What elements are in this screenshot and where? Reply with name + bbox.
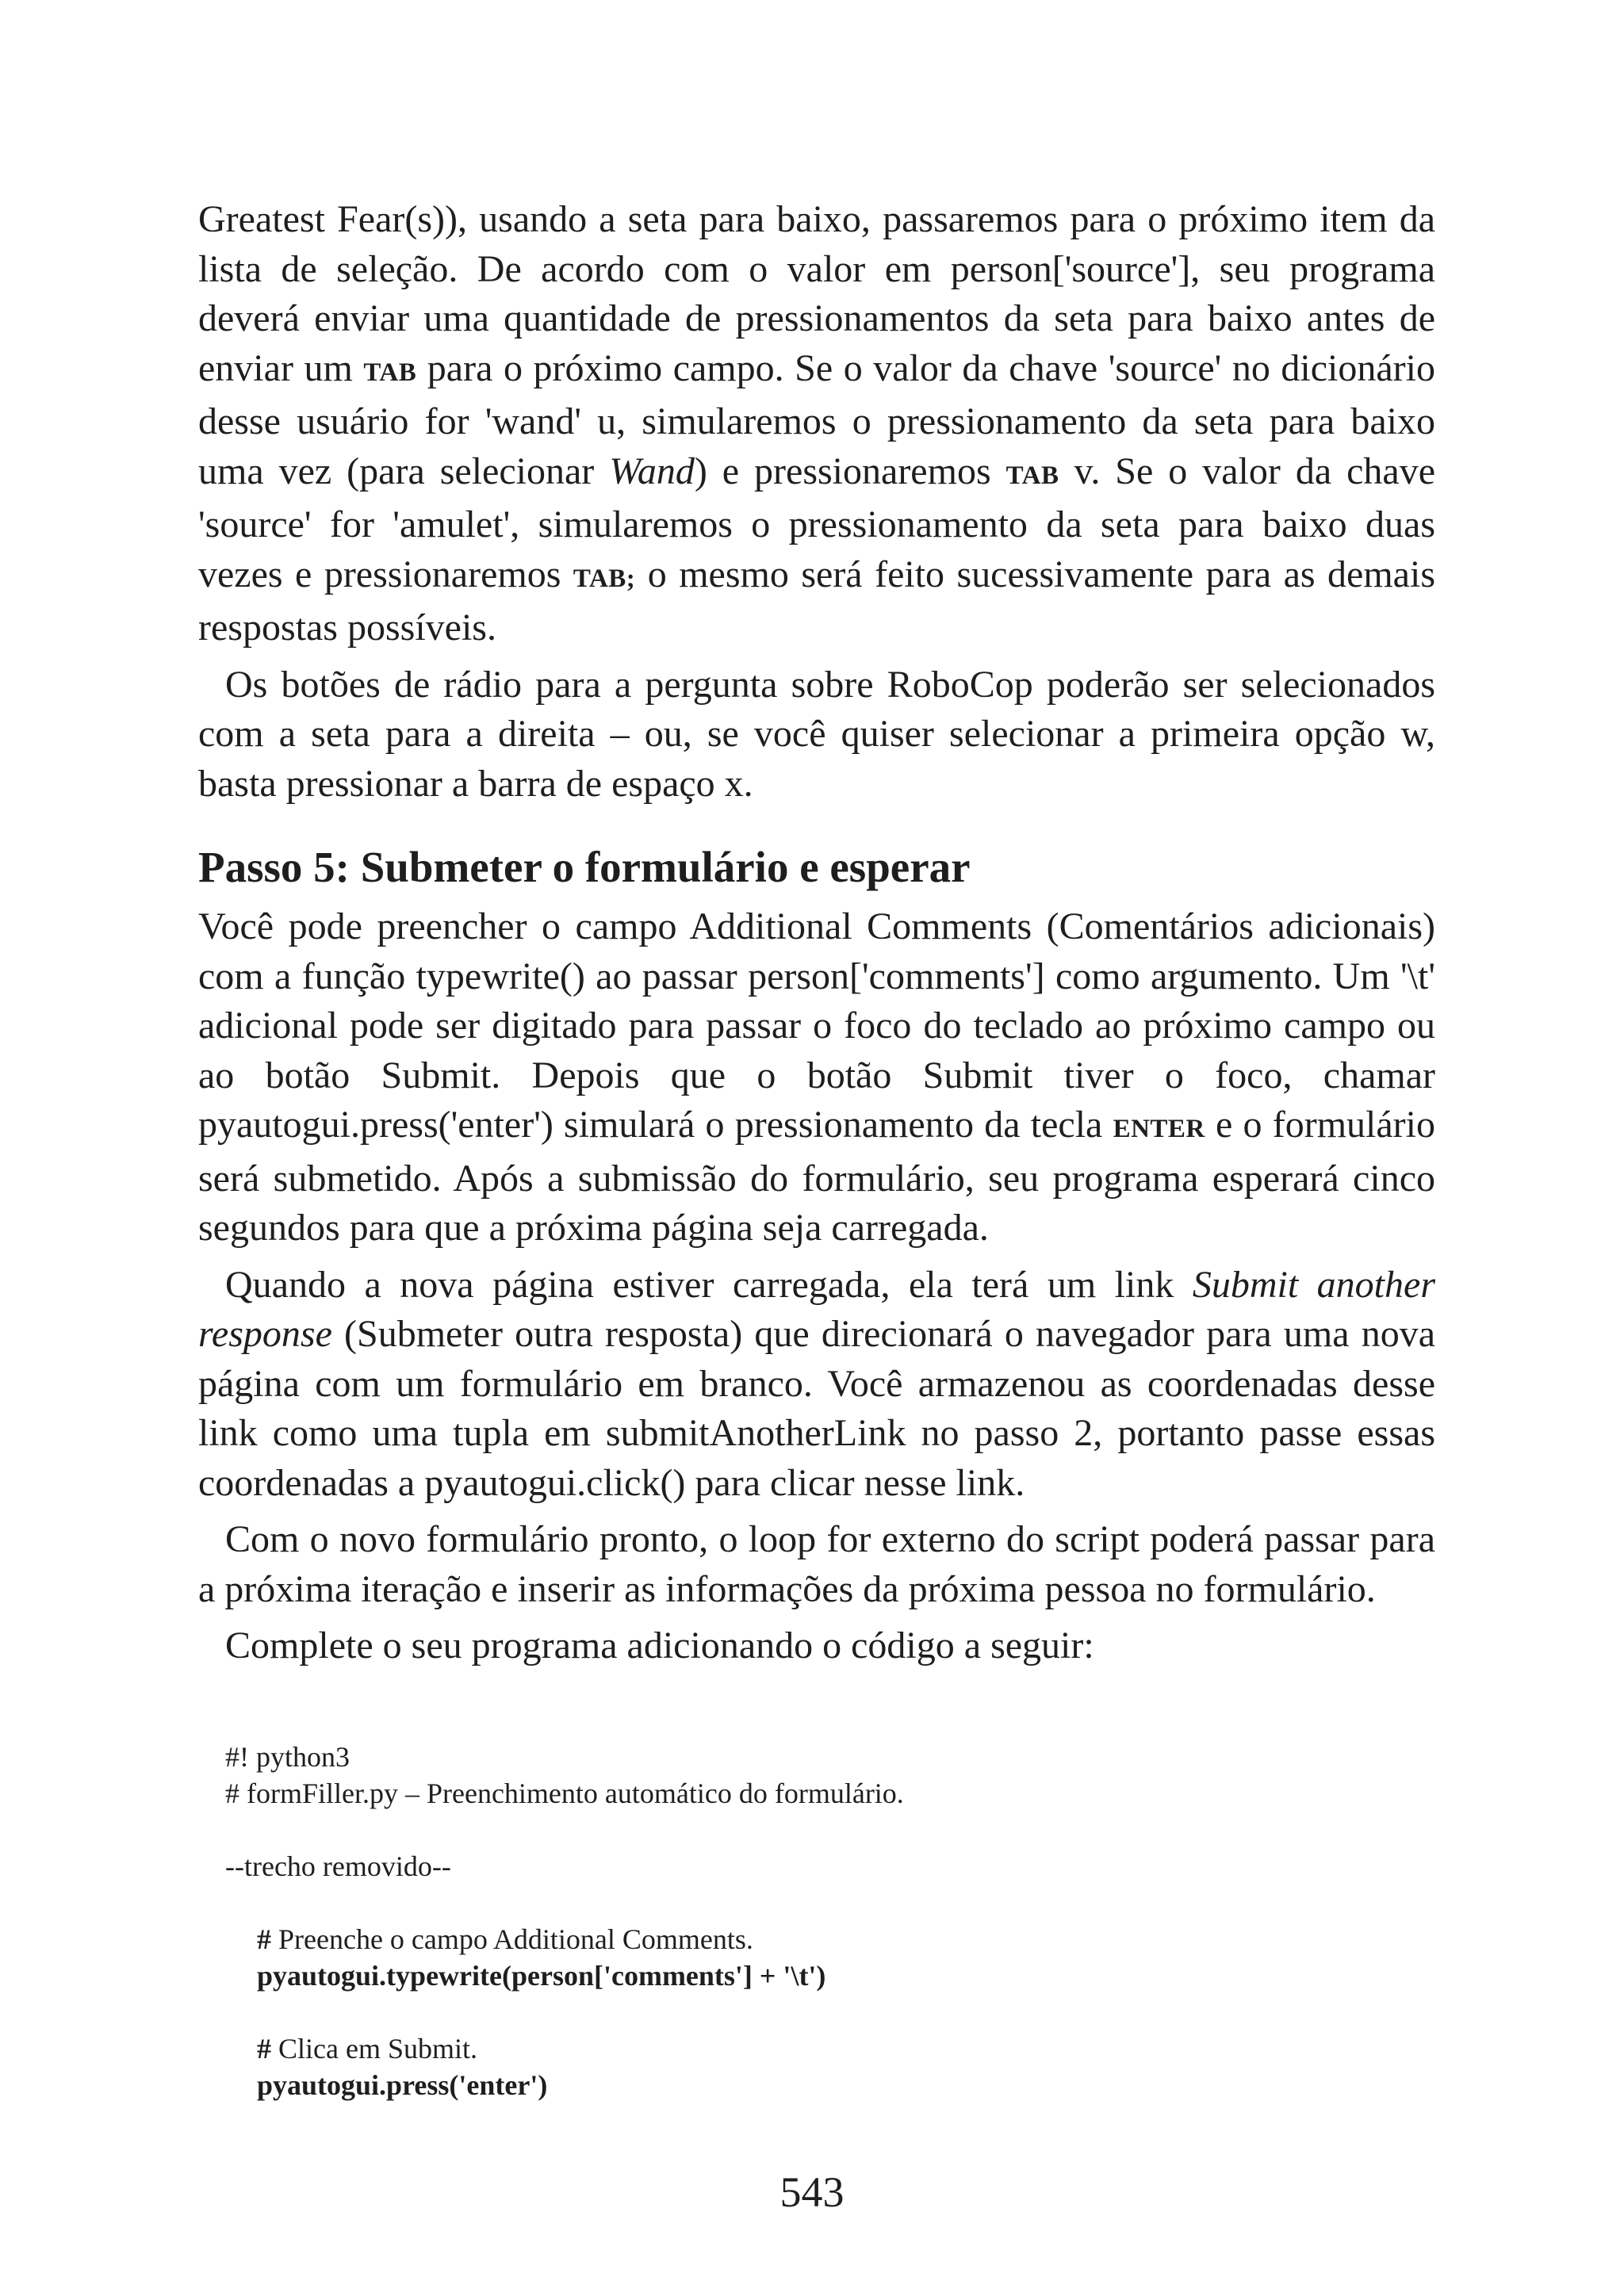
wand-option: Wand	[609, 450, 695, 492]
key-tab: TAB;	[573, 564, 636, 593]
code-line: pyautogui.press('enter')	[257, 2069, 548, 2101]
code-line: --trecho removido--	[225, 1850, 451, 1882]
section-heading: Passo 5: Submeter o formulário e esperar	[198, 843, 971, 891]
paragraph-submit-form: Você pode preencher o campo Additional Comments (Comentários adicionais) com a função typewrite() ao passar person['comments'] como argumento. Um '\t' adicional pode ser digitado para passar o foco do teclado ao próximo campo ou ao botão Submit. Depois que o botão Submit tiver o foco, chamar pyautogui.press('enter') simulará o pressionamento da tecla ENTER e o formulário será submetido. Após a submissão do formulário, seu programa esperará cinco segundos para que a próxima página seja carregada.	[198, 905, 1435, 1249]
code-blank-line	[225, 1994, 1415, 2030]
page-number: 543	[779, 2168, 845, 2216]
body-text	[198, 195, 1435, 1671]
key-tab: TAB	[363, 358, 417, 387]
code-line: #! python3	[225, 1741, 350, 1773]
code-comment-line: # Preenche o campo Additional Comments.	[257, 1923, 753, 1955]
paragraph-source-selection: Greatest Fear(s)), usando a seta para baixo, passaremos para o próximo item da lista de seleção. De acordo com o valor em person['source'], seu programa deverá enviar uma quantidade de pressionamentos da seta para baixo antes de enviar um TAB para o próximo campo. Se o valor da chave 'source' no dicionário desse usuário for 'wand' u, simularemos o pressionamento da seta para baixo uma vez (para selecionar Wand) e pressionaremos TAB v. Se o valor da chave 'source' for 'amulet', simularemos o pressionamento da seta para baixo duas vezes e pressionaremos TAB; o mesmo será feito sucessivamente para as demais respostas possíveis.	[198, 198, 1436, 649]
code-comment-line: # Clica em Submit.	[257, 2033, 477, 2064]
paragraph-radio-buttons: Os botões de rádio para a pergunta sobre RoboCop poderão ser selecionados com a seta para a direita – ou, se você quiser selecionar a primeira opção w, basta pressionar a barra de espaço x.	[198, 663, 1435, 805]
code-blank-line	[225, 1885, 1415, 1921]
code-line: pyautogui.typewrite(person['comments'] + '\t')	[257, 1960, 826, 1992]
code-line: # formFiller.py – Preenchimento automático do formulário.	[225, 1777, 904, 1809]
key-tab: TAB	[1005, 461, 1059, 490]
paragraph-outer-loop: Com o novo formulário pronto, o loop for externo do script poderá passar para a próxima iteração e inserir as informações da próxima pessoa no formulário.	[198, 1518, 1435, 1610]
key-enter: ENTER	[1113, 1115, 1205, 1143]
paragraph-new-page: Quando a nova página estiver carregada, ela terá um link Submit another response (Submeter outra resposta) que direcionará o navegador para uma nova página com um formulário em branco. Você armazenou as coordenadas desse link como uma tupla em submitAnotherLink no passo 2, portanto passe essas coordenadas a pyautogui.click() para clicar nesse link.	[198, 1263, 1435, 1504]
submit-another-response-link-text: Submit another response	[198, 1263, 1435, 1355]
paragraph-complete-program: Complete o seu programa adicionando o código a seguir:	[225, 1624, 1094, 1667]
code-blank-line	[225, 1812, 1415, 1848]
code-listing	[225, 1739, 1415, 2103]
